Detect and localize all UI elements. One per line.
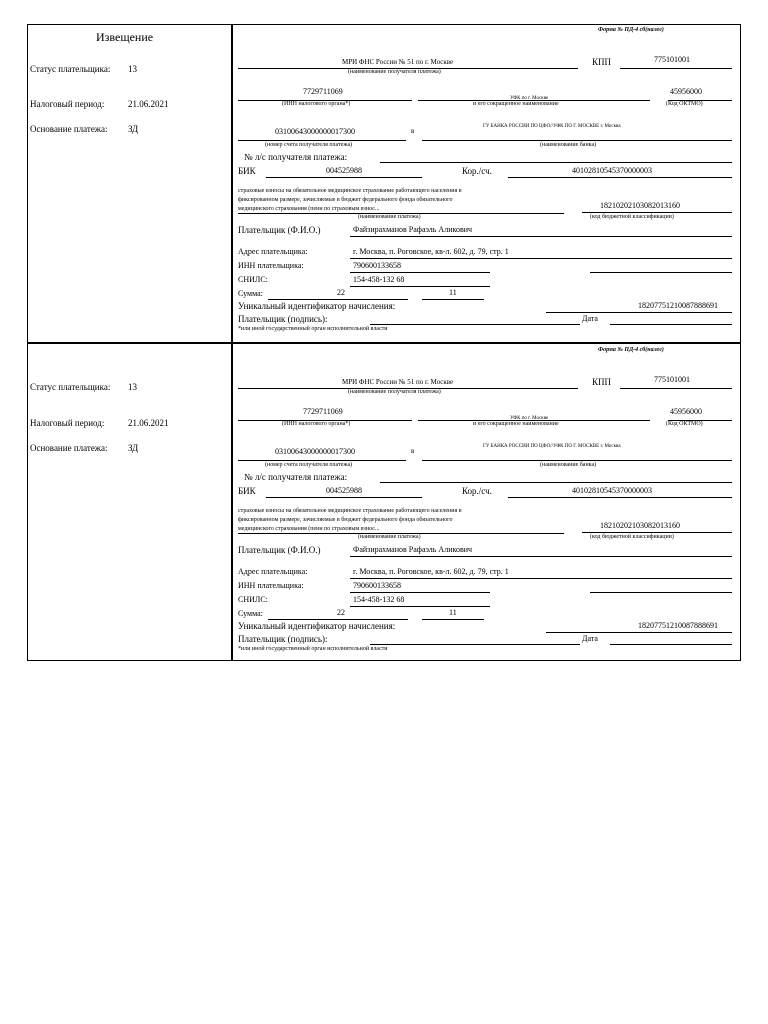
- kpp-value: 775101001: [654, 375, 690, 384]
- ufk-value: УФК по г. Москве: [510, 416, 549, 421]
- kpp-label: КПП: [592, 377, 612, 387]
- snils-value: 154-458-132 68: [353, 595, 405, 604]
- uin-label: Уникальный идентификатор начисления:: [238, 621, 396, 631]
- payment-basis-value: ЗД: [128, 443, 139, 453]
- purpose-caption: (наименование платежа): [358, 534, 421, 540]
- sum-label: Сумма:: [238, 609, 263, 618]
- address-label: Адрес плательщика:: [238, 247, 308, 256]
- bank-value: ГУ БАНКА РОССИИ ПО ЦФО//УФК ПО Г. МОСКВЕ г. Москва: [483, 444, 621, 449]
- purpose-line-1: страховые взносы на обязательное медицинское страхование работающего населения в: [238, 508, 462, 514]
- date-label: Дата: [582, 314, 598, 323]
- ufk-caption: и его сокращенное наименование: [473, 101, 559, 107]
- bik-value: 004525988: [326, 486, 362, 495]
- corr-value: 40102810545370000003: [572, 166, 652, 175]
- kpp-label: КПП: [592, 57, 612, 67]
- tax-period-value: 21.06.2021: [128, 418, 169, 428]
- purpose-line-2: фиксированном размере, зачисляемые в бюджет федерального фонда обязательного: [238, 197, 453, 203]
- sum-kop: 11: [449, 288, 457, 297]
- bik-label: БИК: [238, 166, 256, 176]
- address-label: Адрес плательщика:: [238, 567, 308, 576]
- recipient-name: МРИ ФНС России № 51 по г. Москве: [342, 378, 454, 386]
- section-divider: [27, 342, 741, 344]
- payer-label: Плательщик (Ф.И.О.): [238, 225, 321, 235]
- form-title: Форма № ПД-4 сб(налог): [598, 27, 664, 33]
- footnote: *или иной государственный орган исполнительной власти: [238, 646, 388, 652]
- oktmo-caption: (Код ОКТМО): [666, 421, 703, 427]
- kbk-caption: (код бюджетной классификации): [590, 214, 674, 220]
- date-label: Дата: [582, 634, 598, 643]
- inn-value: 7729711069: [303, 407, 343, 416]
- inn-value: 7729711069: [303, 87, 343, 96]
- payer-inn-value: 790600133658: [353, 261, 401, 270]
- tax-period-value: 21.06.2021: [128, 99, 169, 109]
- payer-status-label: Статус плательщика:: [30, 382, 111, 392]
- bank-caption: (наименование банка): [540, 142, 597, 148]
- oktmo-value: 45956000: [670, 87, 702, 96]
- recipient-name: МРИ ФНС России № 51 по г. Москве: [342, 58, 454, 66]
- payer-inn-label: ИНН плательщика:: [238, 581, 304, 590]
- inn-caption: (ИНН налогового органа*): [282, 101, 351, 107]
- notice-title: Извещение: [96, 30, 154, 44]
- purpose-line-2: фиксированном размере, зачисляемые в бюджет федерального фонда обязательного: [238, 517, 453, 523]
- payer-inn-value: 790600133658: [353, 581, 401, 590]
- purpose-line-3: медицинского страхования (пени по страховым взнос...: [238, 526, 380, 532]
- snils-value: 154-458-132 68: [353, 275, 405, 284]
- snils-label: СНИЛС:: [238, 275, 268, 284]
- kbk-value: 18210202103082013160: [600, 521, 680, 530]
- payer-status-value: 13: [128, 382, 137, 392]
- payer-status-label: Статус плательщика:: [30, 64, 111, 74]
- in-label: в: [411, 127, 415, 135]
- account-caption: (номер счета получателя платежа): [265, 142, 353, 148]
- uin-label: Уникальный идентификатор начисления:: [238, 301, 396, 311]
- payer-value: Файзирахманов Рафаэль Аликович: [353, 225, 473, 234]
- tax-period-label: Налоговый период:: [30, 99, 105, 109]
- footnote: *или иной государственный орган исполнительной власти: [238, 326, 388, 332]
- sum-label: Сумма:: [238, 289, 263, 298]
- payer-value: Файзирахманов Рафаэль Аликович: [353, 545, 473, 554]
- bik-label: БИК: [238, 486, 256, 496]
- tax-period-label: Налоговый период:: [30, 418, 105, 428]
- payment-basis-label: Основание платежа:: [30, 124, 108, 134]
- uin-value: 18207751210087888691: [638, 301, 718, 310]
- account-caption: (номер счета получателя платежа): [265, 462, 353, 468]
- bank-value: ГУ БАНКА РОССИИ ПО ЦФО//УФК ПО Г. МОСКВЕ г. Москва: [483, 124, 621, 129]
- payer-label: Плательщик (Ф.И.О.): [238, 545, 321, 555]
- kbk-caption: (код бюджетной классификации): [590, 534, 674, 540]
- payer-status-value: 13: [128, 64, 137, 74]
- corr-value: 40102810545370000003: [572, 486, 652, 495]
- kpp-value: 775101001: [654, 55, 690, 64]
- in-label: в: [411, 447, 415, 455]
- form-title: Форма № ПД-4 сб(налог): [598, 347, 664, 353]
- payer-inn-label: ИНН плательщика:: [238, 261, 304, 270]
- purpose-caption: (наименование платежа): [358, 214, 421, 220]
- inn-caption: (ИНН налогового органа*): [282, 421, 351, 427]
- address-value: г. Москва, п. Роговское, кв-л. 602, д. 79, стр. 1: [353, 567, 509, 576]
- sign-label: Плательщик (подпись):: [238, 314, 328, 324]
- bik-value: 004525988: [326, 166, 362, 175]
- corr-label: Кор./сч.: [462, 486, 492, 496]
- sum-kop: 11: [449, 608, 457, 617]
- oktmo-value: 45956000: [670, 407, 702, 416]
- ls-label: № л/с получателя платежа:: [244, 472, 348, 482]
- payment-basis-value: ЗД: [128, 124, 139, 134]
- kbk-value: 18210202103082013160: [600, 201, 680, 210]
- purpose-line-1: страховые взносы на обязательное медицинское страхование работающего населения в: [238, 188, 462, 194]
- account-value: 03100643000000017300: [275, 447, 355, 456]
- purpose-line-3: медицинского страхования (пени по страховым взнос...: [238, 206, 380, 212]
- recipient-caption: (наименование получателя платежа): [348, 389, 441, 395]
- account-value: 03100643000000017300: [275, 127, 355, 136]
- address-value: г. Москва, п. Роговское, кв-л. 602, д. 79, стр. 1: [353, 247, 509, 256]
- payment-basis-label: Основание платежа:: [30, 443, 108, 453]
- sum-rub: 22: [337, 608, 345, 617]
- corr-label: Кор./сч.: [462, 166, 492, 176]
- oktmo-caption: (Код ОКТМО): [666, 101, 703, 107]
- ls-label: № л/с получателя платежа:: [244, 152, 348, 162]
- bank-caption: (наименование банка): [540, 462, 597, 468]
- ufk-caption: и его сокращенное наименование: [473, 421, 559, 427]
- uin-value: 18207751210087888691: [638, 621, 718, 630]
- recipient-caption: (наименование получателя платежа): [348, 69, 441, 75]
- snils-label: СНИЛС:: [238, 595, 268, 604]
- sum-rub: 22: [337, 288, 345, 297]
- sign-label: Плательщик (подпись):: [238, 634, 328, 644]
- ufk-value: УФК по г. Москве: [510, 96, 549, 101]
